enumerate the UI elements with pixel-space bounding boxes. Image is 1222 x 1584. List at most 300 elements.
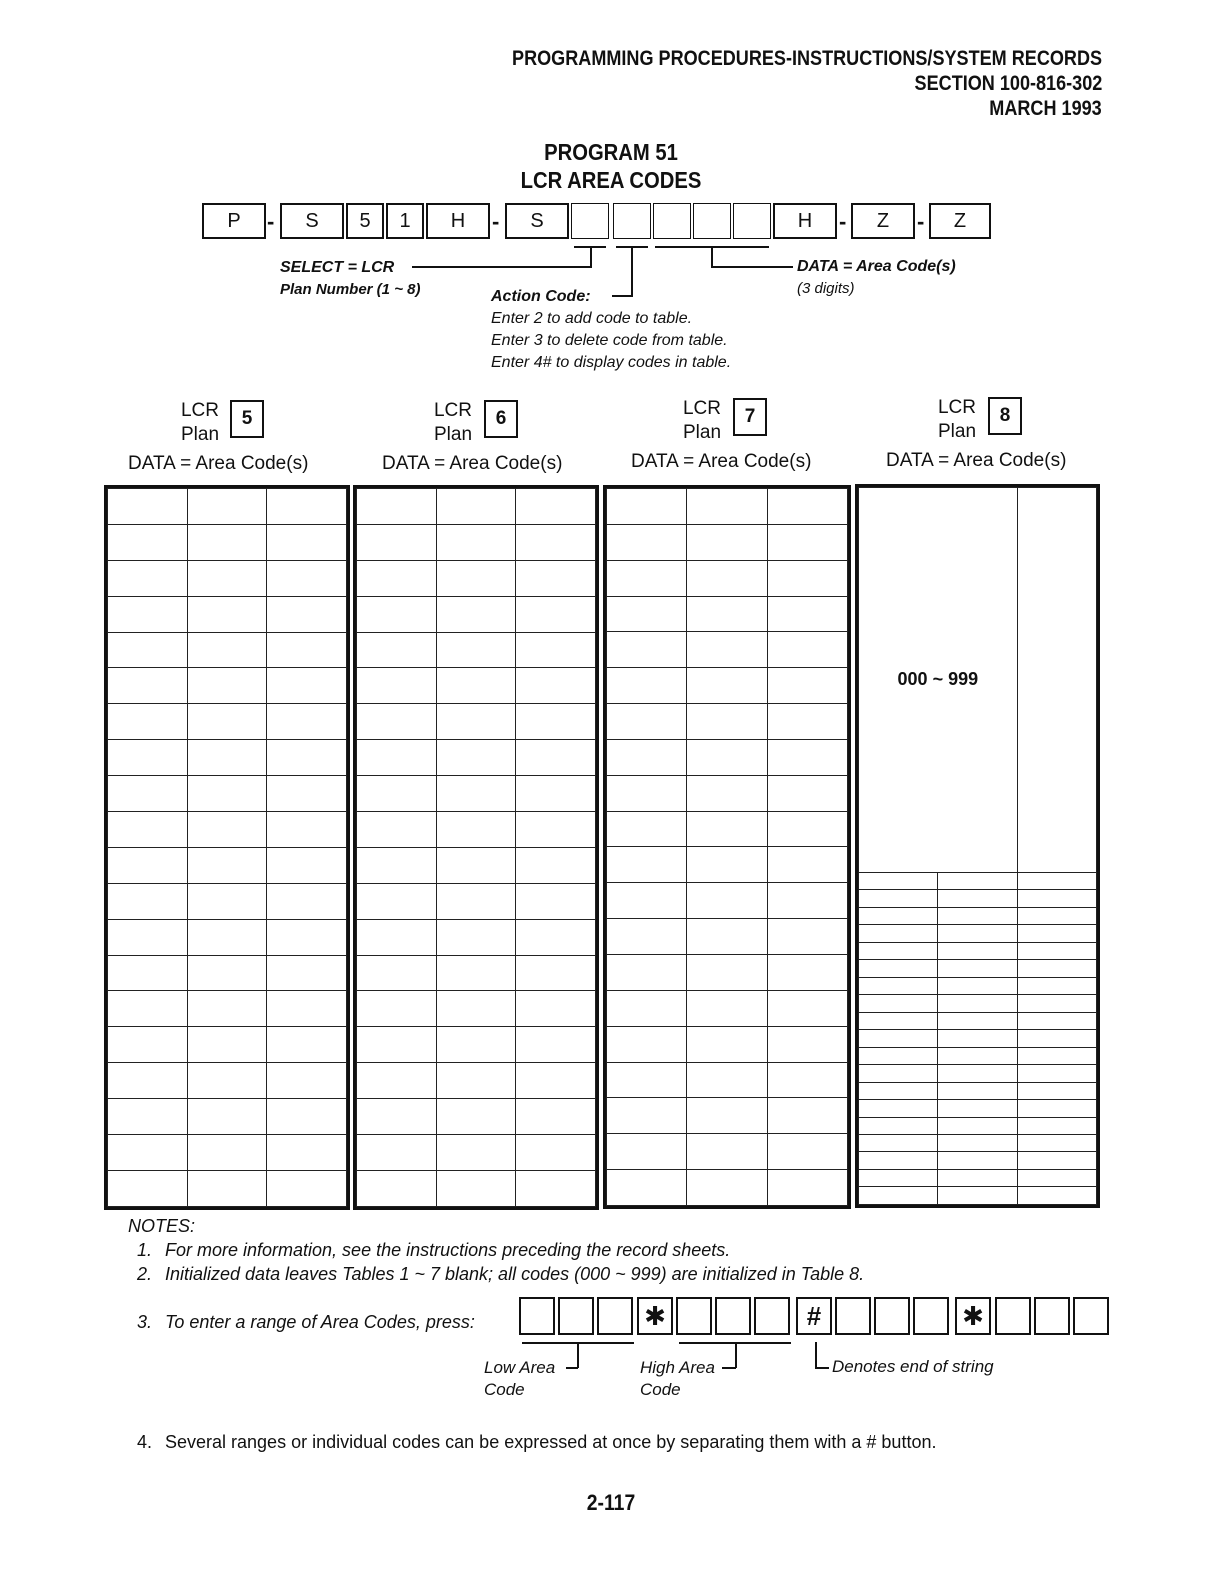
leader-line bbox=[612, 295, 633, 297]
area-code-cell[interactable] bbox=[436, 1099, 516, 1135]
area-code-cell[interactable] bbox=[859, 1082, 938, 1099]
star-key-box: ✱ bbox=[955, 1297, 991, 1335]
table-row bbox=[607, 1098, 848, 1134]
area-code-cell[interactable] bbox=[516, 883, 596, 919]
area-code-cell[interactable] bbox=[108, 668, 188, 704]
area-code-cell[interactable] bbox=[436, 776, 516, 812]
area-code-cell[interactable] bbox=[187, 1063, 267, 1099]
table-row bbox=[357, 847, 596, 883]
area-code-cell[interactable] bbox=[267, 560, 347, 596]
leader-line bbox=[566, 1367, 578, 1369]
area-code-cell[interactable] bbox=[357, 1170, 437, 1206]
area-code-cell[interactable] bbox=[767, 883, 847, 919]
area-code-cell[interactable] bbox=[607, 596, 687, 632]
area-code-cell[interactable] bbox=[108, 489, 188, 525]
area-code-cell[interactable] bbox=[187, 1170, 267, 1206]
area-code-cell[interactable] bbox=[108, 1063, 188, 1099]
area-code-cell[interactable] bbox=[767, 1170, 847, 1206]
table-row bbox=[607, 668, 848, 704]
area-code-cell[interactable] bbox=[436, 668, 516, 704]
page-number: 2-117 bbox=[586, 1490, 636, 1515]
area-code-cell[interactable] bbox=[357, 1099, 437, 1135]
area-code-cell[interactable] bbox=[938, 995, 1017, 1012]
key-blank-action bbox=[613, 203, 651, 239]
table-row bbox=[607, 489, 848, 525]
area-code-cell[interactable] bbox=[187, 991, 267, 1027]
key-z: Z bbox=[929, 203, 991, 239]
area-code-cell[interactable] bbox=[108, 955, 188, 991]
area-code-cell[interactable] bbox=[607, 811, 687, 847]
table-row bbox=[607, 1170, 848, 1206]
area-code-cell[interactable] bbox=[687, 668, 767, 704]
area-code-cell[interactable] bbox=[436, 919, 516, 955]
area-code-cell[interactable] bbox=[859, 942, 938, 959]
table-row bbox=[357, 740, 596, 776]
area-code-cell[interactable] bbox=[357, 1027, 437, 1063]
area-code-cell[interactable] bbox=[607, 990, 687, 1026]
area-code-cell[interactable] bbox=[687, 847, 767, 883]
key-5: 5 bbox=[346, 203, 384, 239]
area-code-cell[interactable] bbox=[357, 847, 437, 883]
area-code-cell[interactable] bbox=[187, 812, 267, 848]
area-code-cell[interactable] bbox=[687, 739, 767, 775]
area-code-cell[interactable] bbox=[436, 883, 516, 919]
table-row bbox=[108, 524, 347, 560]
area-code-cell[interactable] bbox=[687, 990, 767, 1026]
plan-5-area-code-table bbox=[104, 485, 350, 1210]
area-code-cell[interactable] bbox=[436, 847, 516, 883]
area-code-cell[interactable] bbox=[767, 1134, 847, 1170]
area-code-cell[interactable] bbox=[607, 1062, 687, 1098]
area-code-cell[interactable] bbox=[267, 668, 347, 704]
area-code-cell[interactable] bbox=[767, 704, 847, 740]
area-code-cell[interactable] bbox=[267, 740, 347, 776]
area-code-cell[interactable] bbox=[938, 1152, 1017, 1169]
area-code-cell[interactable] bbox=[357, 668, 437, 704]
area-code-cell[interactable] bbox=[767, 739, 847, 775]
area-code-cell[interactable] bbox=[767, 1098, 847, 1134]
area-code-cell[interactable] bbox=[859, 995, 938, 1012]
area-code-cell[interactable] bbox=[767, 668, 847, 704]
area-code-cell[interactable] bbox=[267, 596, 347, 632]
area-code-cell[interactable] bbox=[357, 1135, 437, 1171]
area-code-cell[interactable] bbox=[436, 1063, 516, 1099]
area-code-cell[interactable] bbox=[938, 872, 1017, 889]
area-code-cell[interactable] bbox=[357, 560, 437, 596]
area-code-cell[interactable] bbox=[687, 883, 767, 919]
digits-label: (3 digits) bbox=[797, 280, 855, 297]
area-code-cell[interactable] bbox=[357, 524, 437, 560]
area-code-cell[interactable] bbox=[187, 847, 267, 883]
area-code-cell[interactable] bbox=[607, 883, 687, 919]
area-code-cell[interactable] bbox=[859, 872, 938, 889]
area-code-cell[interactable] bbox=[516, 1099, 596, 1135]
table-row bbox=[607, 524, 848, 560]
area-code-cell[interactable] bbox=[607, 489, 687, 525]
area-code-cell[interactable] bbox=[938, 925, 1017, 942]
area-code-cell[interactable] bbox=[267, 776, 347, 812]
area-code-cell[interactable] bbox=[938, 1030, 1017, 1047]
area-code-cell[interactable] bbox=[687, 596, 767, 632]
key-blank-data bbox=[693, 203, 731, 239]
area-code-cell[interactable] bbox=[436, 560, 516, 596]
area-code-cell[interactable] bbox=[938, 942, 1017, 959]
area-code-cell[interactable] bbox=[687, 775, 767, 811]
program-title: PROGRAM 51 bbox=[544, 139, 678, 165]
area-code-cell[interactable] bbox=[516, 991, 596, 1027]
table-row bbox=[108, 776, 347, 812]
area-code-cell[interactable] bbox=[108, 991, 188, 1027]
area-code-cell[interactable] bbox=[187, 632, 267, 668]
area-code-cell[interactable] bbox=[267, 489, 347, 525]
plan-8-data-label: DATA = Area Code(s) bbox=[886, 450, 1067, 471]
area-code-cell[interactable] bbox=[267, 1099, 347, 1135]
area-code-cell[interactable] bbox=[859, 960, 938, 977]
area-code-cell[interactable] bbox=[436, 489, 516, 525]
area-code-cell[interactable] bbox=[516, 489, 596, 525]
area-code-cell[interactable] bbox=[187, 1135, 267, 1171]
area-code-cell[interactable] bbox=[1017, 1152, 1096, 1169]
area-code-cell[interactable] bbox=[267, 955, 347, 991]
area-code-cell[interactable] bbox=[108, 847, 188, 883]
area-code-cell[interactable] bbox=[187, 883, 267, 919]
area-code-cell[interactable] bbox=[436, 524, 516, 560]
area-code-cell[interactable] bbox=[187, 1027, 267, 1063]
action-delete-text: Enter 3 to delete code from table. bbox=[491, 332, 728, 349]
table-row bbox=[607, 739, 848, 775]
area-code-cell[interactable] bbox=[859, 1065, 938, 1082]
table-row bbox=[108, 632, 347, 668]
area-code-cell[interactable] bbox=[767, 954, 847, 990]
area-code-cell[interactable] bbox=[859, 1047, 938, 1064]
leader-line bbox=[815, 1367, 829, 1369]
area-code-cell[interactable] bbox=[607, 560, 687, 596]
area-code-cell[interactable] bbox=[357, 740, 437, 776]
area-code-cell[interactable] bbox=[108, 1170, 188, 1206]
end-of-string-label: Denotes end of string bbox=[832, 1357, 994, 1376]
area-code-cell[interactable] bbox=[938, 1047, 1017, 1064]
area-code-cell[interactable] bbox=[938, 890, 1017, 907]
area-code-cell[interactable] bbox=[1017, 925, 1096, 942]
area-code-cell[interactable] bbox=[267, 1135, 347, 1171]
area-code-cell[interactable] bbox=[357, 632, 437, 668]
plan-8-number-box: 8 bbox=[988, 397, 1022, 435]
area-code-cell[interactable] bbox=[859, 1134, 938, 1151]
area-code-cell[interactable] bbox=[436, 632, 516, 668]
area-code-cell[interactable] bbox=[767, 919, 847, 955]
area-code-cell[interactable] bbox=[108, 812, 188, 848]
area-code-cell[interactable] bbox=[938, 907, 1017, 924]
area-code-cell[interactable] bbox=[108, 1135, 188, 1171]
area-code-cell[interactable] bbox=[108, 1099, 188, 1135]
table-row bbox=[607, 560, 848, 596]
area-code-cell[interactable] bbox=[607, 954, 687, 990]
area-code-cell[interactable] bbox=[1017, 1134, 1096, 1151]
area-code-cell[interactable] bbox=[436, 955, 516, 991]
area-code-cell[interactable] bbox=[607, 1098, 687, 1134]
area-code-cell[interactable] bbox=[267, 919, 347, 955]
area-code-cell[interactable] bbox=[1017, 872, 1096, 889]
area-code-cell[interactable] bbox=[108, 632, 188, 668]
area-code-cell[interactable] bbox=[436, 991, 516, 1027]
plan-number-label: Plan Number (1 ~ 8) bbox=[280, 281, 421, 298]
area-code-cell[interactable] bbox=[357, 812, 437, 848]
area-code-cell[interactable] bbox=[516, 704, 596, 740]
area-code-cell[interactable] bbox=[938, 1065, 1017, 1082]
bracket-line bbox=[815, 1342, 817, 1368]
action-add-text: Enter 2 to add code to table. bbox=[491, 310, 693, 327]
area-code-cell[interactable] bbox=[267, 847, 347, 883]
area-code-cell[interactable] bbox=[108, 740, 188, 776]
area-code-cell[interactable] bbox=[516, 524, 596, 560]
area-code-cell[interactable] bbox=[187, 524, 267, 560]
area-code-cell[interactable] bbox=[859, 1152, 938, 1169]
area-code-cell[interactable] bbox=[859, 1187, 938, 1205]
area-code-cell[interactable] bbox=[187, 1099, 267, 1135]
plan-5-lcr-text: LCR bbox=[180, 400, 219, 421]
area-code-cell[interactable] bbox=[607, 847, 687, 883]
area-code-cell[interactable] bbox=[1017, 488, 1096, 873]
area-code-cell[interactable] bbox=[187, 668, 267, 704]
area-code-cell[interactable] bbox=[1017, 1065, 1096, 1082]
area-code-cell[interactable] bbox=[516, 668, 596, 704]
area-code-cell[interactable] bbox=[859, 890, 938, 907]
plan-6-number-box: 6 bbox=[484, 400, 518, 438]
area-code-cell[interactable] bbox=[108, 524, 188, 560]
area-code-cell[interactable] bbox=[1017, 1030, 1096, 1047]
table-row bbox=[607, 1134, 848, 1170]
area-code-cell[interactable] bbox=[436, 1170, 516, 1206]
area-code-cell[interactable] bbox=[859, 1169, 938, 1186]
area-code-cell[interactable] bbox=[516, 1063, 596, 1099]
area-code-cell[interactable] bbox=[108, 704, 188, 740]
area-code-cell[interactable] bbox=[938, 1169, 1017, 1186]
area-code-cell[interactable] bbox=[767, 524, 847, 560]
area-code-cell[interactable] bbox=[1017, 1082, 1096, 1099]
area-code-cell[interactable] bbox=[187, 560, 267, 596]
area-code-cell[interactable] bbox=[767, 811, 847, 847]
low-code-digit-box bbox=[558, 1297, 594, 1335]
area-code-cell[interactable] bbox=[267, 524, 347, 560]
area-code-cell[interactable] bbox=[436, 704, 516, 740]
area-code-cell[interactable] bbox=[767, 847, 847, 883]
area-code-cell[interactable] bbox=[267, 1063, 347, 1099]
area-code-cell[interactable] bbox=[859, 925, 938, 942]
initial-data-cell[interactable]: 000 ~ 999 bbox=[859, 488, 1018, 873]
note-3-number: 3. bbox=[137, 1312, 153, 1332]
area-code-cell[interactable] bbox=[687, 1062, 767, 1098]
area-code-cell[interactable] bbox=[108, 776, 188, 812]
area-code-cell[interactable] bbox=[607, 1134, 687, 1170]
area-code-cell[interactable] bbox=[859, 1012, 938, 1029]
area-code-cell[interactable] bbox=[767, 990, 847, 1026]
area-code-cell[interactable] bbox=[687, 632, 767, 668]
area-code-cell[interactable] bbox=[607, 704, 687, 740]
area-code-cell[interactable] bbox=[357, 1063, 437, 1099]
area-code-cell[interactable] bbox=[1017, 1100, 1096, 1117]
area-code-cell[interactable] bbox=[687, 489, 767, 525]
area-code-cell[interactable] bbox=[516, 596, 596, 632]
table-row bbox=[859, 1117, 1097, 1134]
area-code-cell[interactable] bbox=[687, 1134, 767, 1170]
area-code-cell[interactable] bbox=[859, 907, 938, 924]
area-code-cell[interactable] bbox=[357, 596, 437, 632]
area-code-cell[interactable] bbox=[607, 668, 687, 704]
area-code-cell[interactable] bbox=[436, 812, 516, 848]
area-code-cell[interactable] bbox=[1017, 1187, 1096, 1205]
area-code-cell[interactable] bbox=[607, 1170, 687, 1206]
area-code-cell[interactable] bbox=[357, 883, 437, 919]
area-code-cell[interactable] bbox=[267, 1170, 347, 1206]
area-code-cell[interactable] bbox=[187, 740, 267, 776]
table-row bbox=[607, 990, 848, 1026]
area-code-cell[interactable] bbox=[357, 704, 437, 740]
table-row bbox=[607, 1062, 848, 1098]
area-code-cell[interactable] bbox=[357, 919, 437, 955]
table-row bbox=[357, 596, 596, 632]
area-code-cell[interactable] bbox=[767, 596, 847, 632]
area-code-cell[interactable] bbox=[767, 560, 847, 596]
area-code-cell[interactable] bbox=[687, 560, 767, 596]
area-code-cell[interactable] bbox=[1017, 1169, 1096, 1186]
area-code-cell[interactable] bbox=[1017, 960, 1096, 977]
area-code-cell[interactable] bbox=[516, 776, 596, 812]
area-code-cell[interactable] bbox=[436, 1027, 516, 1063]
area-code-cell[interactable] bbox=[516, 1135, 596, 1171]
table-row bbox=[607, 775, 848, 811]
area-code-cell[interactable] bbox=[687, 811, 767, 847]
area-code-cell[interactable] bbox=[1017, 977, 1096, 994]
area-code-cell[interactable] bbox=[687, 1098, 767, 1134]
area-code-cell[interactable] bbox=[767, 1062, 847, 1098]
high-code-digit-box bbox=[1034, 1297, 1070, 1335]
area-code-cell[interactable] bbox=[1017, 995, 1096, 1012]
area-code-cell[interactable] bbox=[516, 560, 596, 596]
area-code-cell[interactable] bbox=[687, 524, 767, 560]
area-code-cell[interactable] bbox=[1017, 1047, 1096, 1064]
area-code-cell[interactable] bbox=[1017, 907, 1096, 924]
area-code-cell[interactable] bbox=[516, 632, 596, 668]
area-code-cell[interactable] bbox=[357, 776, 437, 812]
area-code-cell[interactable] bbox=[938, 1082, 1017, 1099]
area-code-cell[interactable] bbox=[108, 596, 188, 632]
area-code-cell[interactable] bbox=[859, 1100, 938, 1117]
area-code-cell[interactable] bbox=[1017, 890, 1096, 907]
program-subtitle: LCR AREA CODES bbox=[520, 167, 702, 193]
area-code-cell[interactable] bbox=[187, 596, 267, 632]
area-code-cell[interactable] bbox=[767, 1026, 847, 1062]
area-code-cell[interactable] bbox=[938, 1187, 1017, 1205]
area-code-cell[interactable] bbox=[108, 560, 188, 596]
area-code-cell[interactable] bbox=[516, 812, 596, 848]
table-row bbox=[108, 596, 347, 632]
area-code-cell[interactable] bbox=[267, 704, 347, 740]
area-code-cell[interactable] bbox=[436, 1135, 516, 1171]
area-code-cell[interactable] bbox=[1017, 1012, 1096, 1029]
area-code-cell[interactable] bbox=[187, 776, 267, 812]
area-code-cell[interactable] bbox=[108, 919, 188, 955]
table-row bbox=[859, 977, 1097, 994]
note-3-text: To enter a range of Area Codes, press: bbox=[165, 1312, 475, 1332]
area-code-cell[interactable] bbox=[767, 489, 847, 525]
high-code-digit-box bbox=[676, 1297, 712, 1335]
area-code-cell[interactable] bbox=[267, 812, 347, 848]
area-code-cell[interactable] bbox=[516, 919, 596, 955]
area-code-cell[interactable] bbox=[859, 1030, 938, 1047]
area-code-cell[interactable] bbox=[187, 704, 267, 740]
area-code-cell[interactable] bbox=[436, 740, 516, 776]
area-code-cell[interactable] bbox=[687, 919, 767, 955]
area-code-cell[interactable] bbox=[859, 1117, 938, 1134]
area-code-cell[interactable] bbox=[687, 1170, 767, 1206]
plan-7-area-code-table bbox=[603, 485, 851, 1209]
area-code-cell[interactable] bbox=[687, 704, 767, 740]
area-code-cell[interactable] bbox=[607, 1026, 687, 1062]
area-code-cell[interactable] bbox=[767, 775, 847, 811]
note-4-text: Several ranges or individual codes can be expressed at once by separating them with a # button. bbox=[165, 1432, 937, 1452]
key-h: H bbox=[426, 203, 490, 239]
area-code-cell[interactable] bbox=[516, 1027, 596, 1063]
area-code-cell[interactable] bbox=[767, 632, 847, 668]
area-code-cell[interactable] bbox=[108, 883, 188, 919]
area-code-cell[interactable] bbox=[1017, 1117, 1096, 1134]
area-code-cell[interactable] bbox=[187, 919, 267, 955]
area-code-cell[interactable] bbox=[187, 955, 267, 991]
area-code-cell[interactable] bbox=[516, 740, 596, 776]
area-code-cell[interactable] bbox=[938, 1134, 1017, 1151]
plan-8-plan-text: Plan bbox=[937, 421, 977, 442]
area-code-cell[interactable] bbox=[357, 489, 437, 525]
area-code-cell[interactable] bbox=[357, 955, 437, 991]
area-code-cell[interactable] bbox=[516, 847, 596, 883]
area-code-cell[interactable] bbox=[607, 524, 687, 560]
table-row bbox=[108, 812, 347, 848]
area-code-cell[interactable] bbox=[607, 632, 687, 668]
area-code-cell[interactable] bbox=[267, 632, 347, 668]
area-code-cell[interactable] bbox=[267, 883, 347, 919]
area-code-cell[interactable] bbox=[607, 775, 687, 811]
area-code-cell[interactable] bbox=[687, 954, 767, 990]
area-code-cell[interactable] bbox=[108, 1027, 188, 1063]
table-row bbox=[357, 1027, 596, 1063]
area-code-cell[interactable] bbox=[1017, 942, 1096, 959]
table-row bbox=[859, 1152, 1097, 1169]
area-code-cell[interactable] bbox=[938, 977, 1017, 994]
area-code-cell[interactable] bbox=[516, 1170, 596, 1206]
table-row bbox=[859, 488, 1097, 873]
area-code-cell[interactable] bbox=[687, 1026, 767, 1062]
area-code-cell[interactable] bbox=[267, 991, 347, 1027]
leader-line bbox=[412, 266, 592, 268]
table-row bbox=[357, 632, 596, 668]
area-code-cell[interactable] bbox=[938, 1012, 1017, 1029]
area-code-cell[interactable] bbox=[938, 1100, 1017, 1117]
table-row bbox=[357, 1063, 596, 1099]
area-code-cell[interactable] bbox=[938, 1117, 1017, 1134]
table-row bbox=[859, 1169, 1097, 1186]
area-code-cell[interactable] bbox=[938, 960, 1017, 977]
key-s: S bbox=[280, 203, 344, 239]
area-code-cell[interactable] bbox=[357, 991, 437, 1027]
area-code-cell[interactable] bbox=[607, 739, 687, 775]
area-code-cell[interactable] bbox=[859, 977, 938, 994]
area-code-cell[interactable] bbox=[187, 489, 267, 525]
area-code-cell[interactable] bbox=[516, 955, 596, 991]
area-code-cell[interactable] bbox=[267, 1027, 347, 1063]
area-code-cell[interactable] bbox=[607, 919, 687, 955]
note-2-text: Initialized data leaves Tables 1 ~ 7 blank; all codes (000 ~ 999) are initialized in Table 8. bbox=[165, 1264, 865, 1284]
area-code-cell[interactable] bbox=[436, 596, 516, 632]
